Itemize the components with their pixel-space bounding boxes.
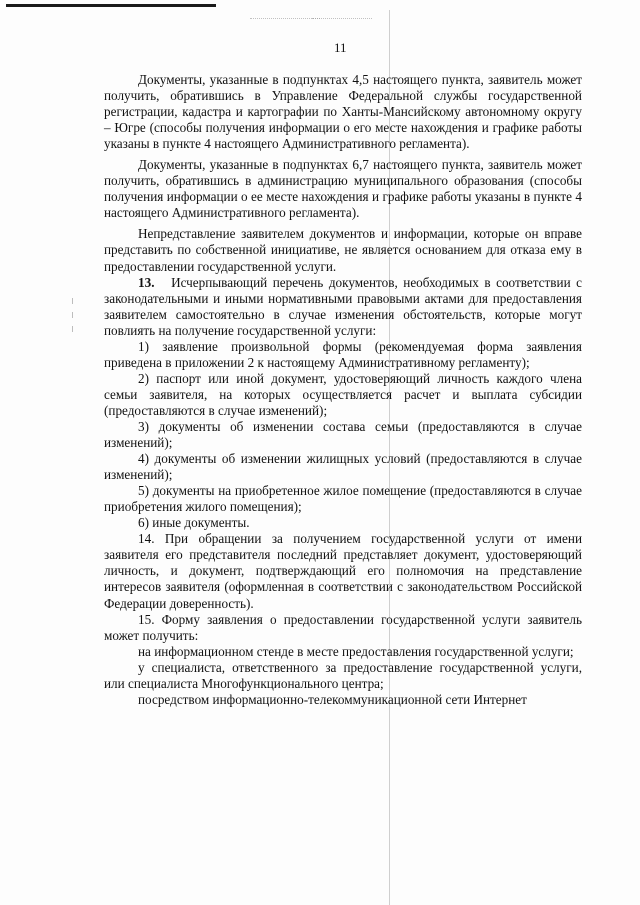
page-number: 11 bbox=[334, 40, 347, 55]
list-item: на информационном стенде в месте предоставления государственной услуги; bbox=[138, 643, 574, 659]
list-item: 2) паспорт или иной документ, удостоверяющий личность каждого члена семьи заявителя, на которых осуществляется расчет и выплата субсидии (предоставляются в случае изменений); bbox=[104, 370, 582, 418]
scan-top-rule bbox=[6, 4, 216, 7]
scan-artifact bbox=[250, 18, 320, 23]
list-item: 3) документы об изменении состава семьи (предоставляются в случае изменений); bbox=[104, 418, 582, 451]
paragraph-item-13 bbox=[104, 275, 582, 339]
document-body bbox=[104, 72, 582, 708]
margin-mark bbox=[72, 312, 73, 318]
item-number: 13. bbox=[138, 274, 155, 290]
scan-artifact bbox=[312, 18, 372, 23]
margin-mark bbox=[72, 326, 73, 332]
list-item: 6) иные документы. bbox=[138, 515, 250, 531]
paragraph: Непредставление заявителем документов и информации, которые он вправе представить по собственной инициативе, не является основанием для отказа ему в предоставлении государственной услуги. bbox=[104, 226, 582, 274]
list-item: посредством информационно-телекоммуникационной сети Интернет bbox=[138, 691, 527, 707]
paragraph: 14. При обращении за получением государственной услуги от имени заявителя его представителя последний представляет документ, удостоверяющий личность, и документ, подтверждающий его полномочия на представление интересов заявителя (оформленная в соответствии с законодательством Российской Федерации доверенность). bbox=[104, 531, 582, 611]
list-item: 5) документы на приобретенное жилое помещение (предоставляются в случае приобретения жилого помещения); bbox=[104, 483, 582, 515]
list-item: 4) документы об изменении жилищных условий (предоставляются в случае изменений); bbox=[104, 451, 582, 483]
paragraph: Документы, указанные в подпунктах 4,5 настоящего пункта, заявитель может получить, обратившись в Управление Федеральной службы государственной регистрации, кадастра и картографии по Ханты-Мансийскому автономному округу – Югре (способы получения информации о его месте нахождения и графике работы указаны в пункте 4 настоящего Административного регламента). bbox=[104, 72, 582, 152]
list-item: у специалиста, ответственного за предоставление государственной услуги, или специалиста Многофункционального центра; bbox=[104, 659, 582, 691]
paragraph: 15. Форму заявления о предоставлении государственной услуги заявитель может получить: bbox=[104, 611, 582, 643]
paragraph: Документы, указанные в подпунктах 6,7 настоящего пункта, заявитель может получить, обратившись в администрацию муниципального образования (способы получения информации о ее месте нахождения и графике работы указаны в пункте 4 настоящего Административного регламента). bbox=[104, 157, 582, 221]
paragraph-text: Исчерпывающий перечень документов, необходимых в соответствии с законодательными и иными нормативными правовыми актами для предоставления заявителем самостоятельно в случае изменения обстоятельств, которые могут повлиять на получение государственной услуги: bbox=[104, 274, 583, 338]
margin-mark bbox=[72, 298, 73, 304]
list-item: 1) заявление произвольной формы (рекомендуемая форма заявления приведена в приложении 2 к настоящему Административному регламенту); bbox=[104, 338, 582, 370]
